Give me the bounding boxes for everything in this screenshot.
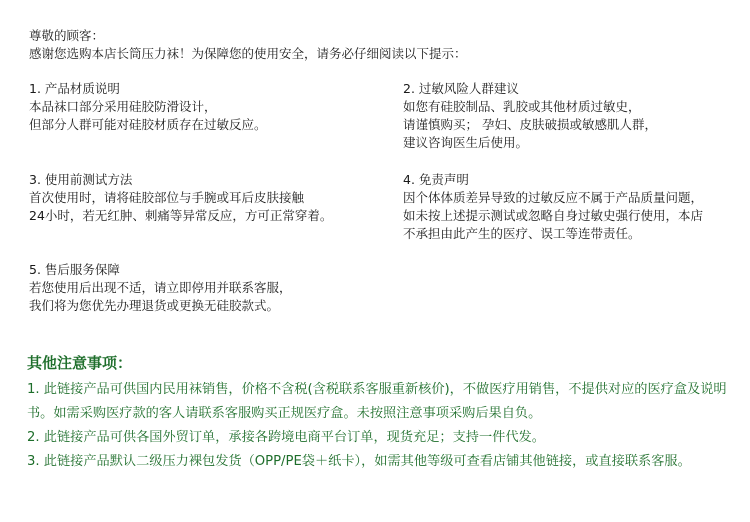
section-material — [29, 80, 379, 134]
section-line: 若您使用后出现不适，请立即停用并联系客服， — [29, 280, 292, 295]
section-line: 我们将为您优先办理退货或更换无硅胶款式。 — [29, 298, 280, 313]
other-notes — [27, 352, 727, 474]
other-notes-heading: 其他注意事项： — [27, 354, 133, 372]
section-test-method — [29, 171, 379, 225]
section-title: 2. 过敏风险人群建议 — [403, 81, 519, 96]
section-title: 3. 使用前测试方法 — [29, 172, 133, 187]
section-title: 5. 售后服务保障 — [29, 262, 120, 277]
section-allergy-advice — [403, 80, 723, 152]
notice-block — [29, 27, 729, 63]
greeting: 尊敬的顾客： — [29, 28, 105, 43]
other-note-item: 3. 此链接产品默认二级压力裸包发货（OPP/PE袋＋纸卡），如需其他等级可查看店铺其他链接，或直接联系客服。 — [27, 454, 691, 469]
section-line: 本品袜口部分采用硅胶防滑设计， — [29, 99, 217, 114]
section-line: 但部分人群可能对硅胶材质存在过敏反应。 — [29, 117, 267, 132]
section-line: 24小时，若无红肿、刺痛等异常反应，方可正常穿着。 — [29, 208, 333, 223]
section-line: 请谨慎购买； 孕妇、皮肤破损或敏感肌人群， — [403, 117, 657, 132]
intro-text: 感谢您选购本店长筒压力袜！为保障您的使用安全，请务必仔细阅读以下提示： — [29, 46, 467, 61]
section-line: 因个体体质差异导致的过敏反应不属于产品质量问题，如未按上述提示测试或忽略自身过敏史强行使用，本店不承担由此产生的医疗、误工等连带责任。 — [403, 190, 704, 241]
section-title: 4. 免责声明 — [403, 172, 469, 187]
section-line: 建议咨询医生后使用。 — [403, 135, 529, 150]
section-line: 首次使用时，请将硅胶部位与手腕或耳后皮肤接触 — [29, 190, 305, 205]
section-after-sales — [29, 261, 379, 315]
section-title: 1. 产品材质说明 — [29, 81, 120, 96]
other-note-item: 1. 此链接产品可供国内民用袜销售，价格不含税(含税联系客服重新核价)，不做医疗用销售，不提供对应的医疗盒及说明书。如需采购医疗款的客人请联系客服购买正规医疗盒。未按照注意事项采购后果自负。 — [27, 382, 727, 421]
other-note-item: 2. 此链接产品可供各国外贸订单，承接各跨境电商平台订单，现货充足；支持一件代发。 — [27, 430, 545, 445]
section-disclaimer — [403, 171, 713, 243]
section-line: 如您有硅胶制品、乳胶或其他材质过敏史， — [403, 99, 641, 114]
